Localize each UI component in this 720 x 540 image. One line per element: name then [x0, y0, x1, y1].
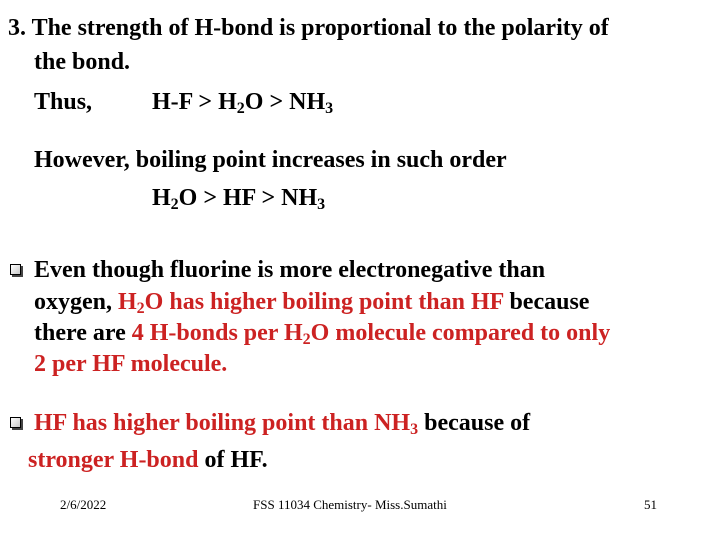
- bullet1-line4: 2 per HF molecule.: [34, 351, 228, 377]
- footer-page-number: 51: [644, 497, 657, 512]
- point3-line2: the bond.: [34, 49, 131, 75]
- however-line: However, boiling point increases in such order: [34, 147, 507, 173]
- polarity-order: $H-F > H_2O > NH_3$: [152, 89, 334, 117]
- footer-date: 2/6/2022: [60, 497, 107, 512]
- boiling-order: $H_2O$ > HF > $NH_3$: [152, 185, 326, 213]
- bullet-icon: [10, 264, 21, 275]
- point3-line1: 3. The strength of H-bond is proportional to the polarity of: [8, 15, 609, 41]
- footer-course: FSS 11034 Chemistry- Miss.Sumathi: [253, 497, 447, 512]
- bullet2-line2: stronger H-bond of HF.: [28, 447, 268, 473]
- bullet2-line1: HF has higher boiling point than $NH_3$ because of: [34, 410, 531, 438]
- bullet1-line1: Even though fluorine is more electronegative than: [34, 257, 546, 283]
- bullet1-line2: oxygen, $H_2O$ has higher boiling point than HF because: [34, 289, 590, 317]
- bullet-icon: [10, 417, 21, 428]
- bullet1-line3: there are 4 H-bonds per $H_2O$ molecule compared to only: [34, 320, 611, 348]
- thus-label: Thus,: [34, 89, 93, 115]
